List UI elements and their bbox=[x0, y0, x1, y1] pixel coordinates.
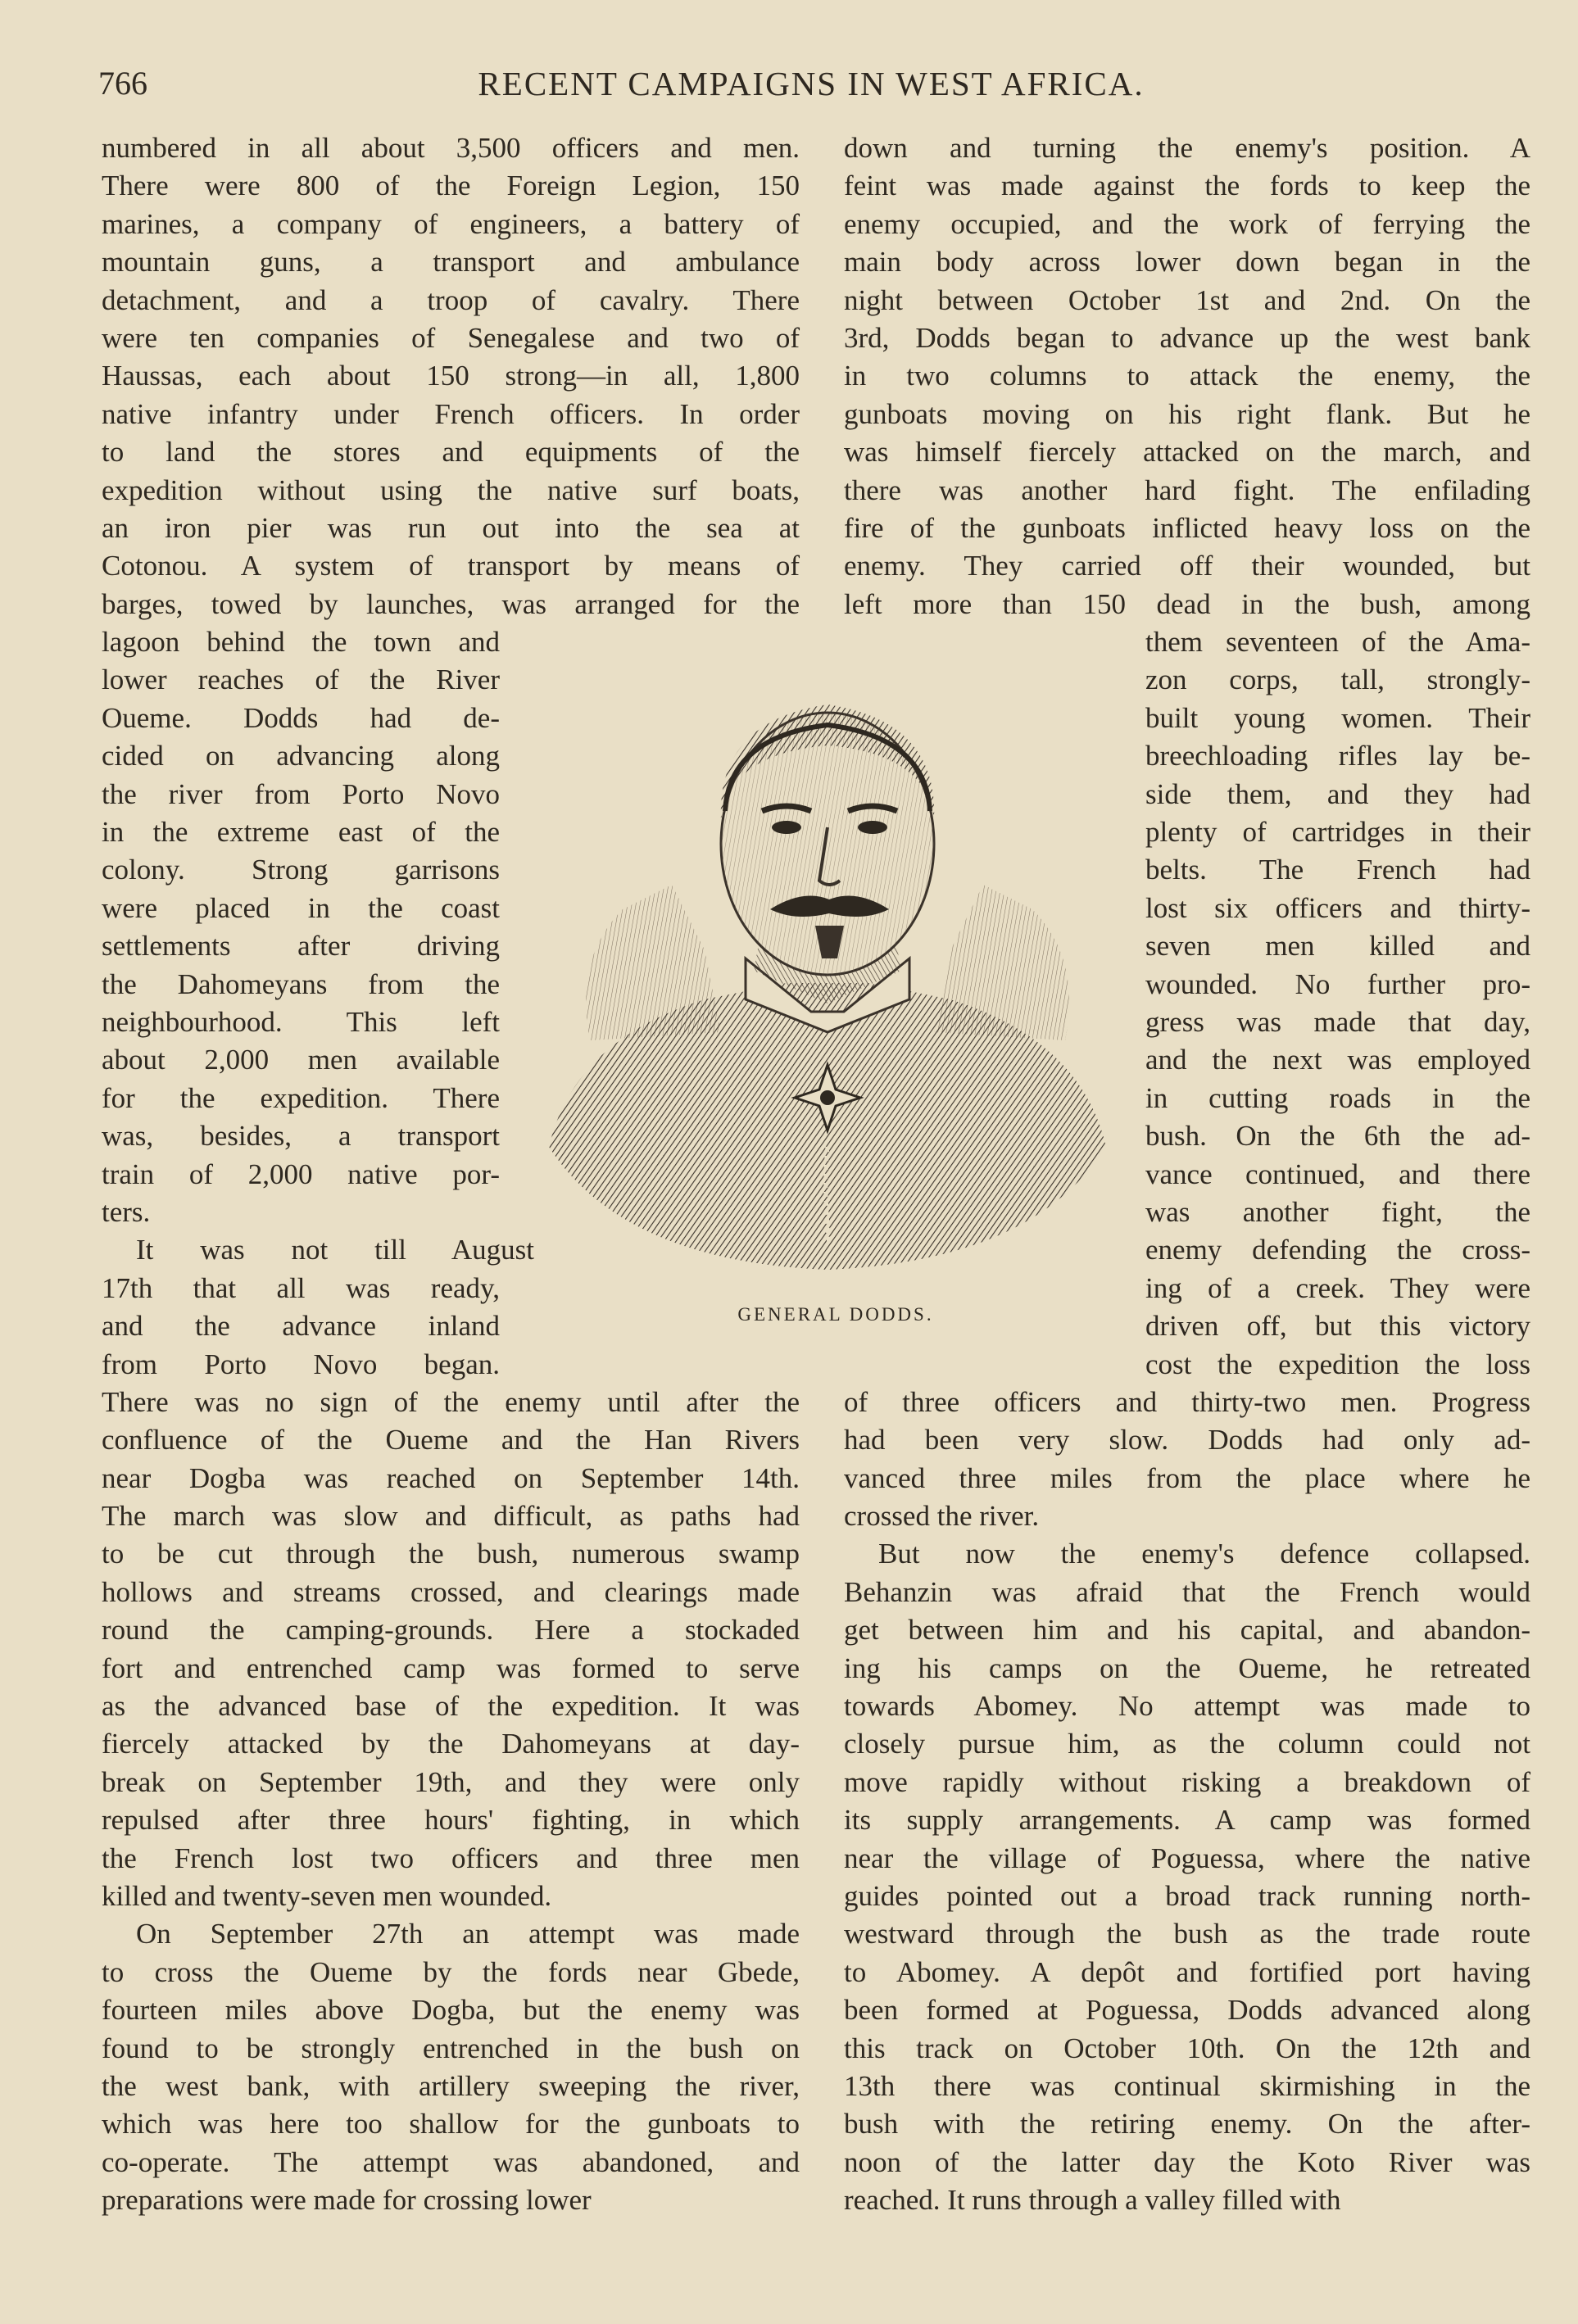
text-line: built young women. Their bbox=[1145, 701, 1530, 734]
general-dodds-portrait bbox=[541, 688, 1114, 1294]
text-line: been formed at Poguessa, Dodds advanced along bbox=[844, 1994, 1530, 2027]
text-line: There were 800 of the Foreign Legion, 150 bbox=[102, 170, 800, 202]
text-line: the Dahomeyans from the bbox=[102, 967, 500, 1000]
text-line: guides pointed out a broad track running north- bbox=[844, 1879, 1530, 1912]
text-line: which was here too shallow for the gunboats to bbox=[102, 2108, 800, 2141]
text-line: about 2,000 men available bbox=[102, 1044, 500, 1076]
text-line: Oueme. Dodds had de- bbox=[102, 701, 500, 734]
text-line: belts. The French had bbox=[1145, 854, 1530, 886]
text-line: round the camping-grounds. Here a stockaded bbox=[102, 1614, 800, 1647]
text-line: breechloading rifles lay be- bbox=[1145, 740, 1530, 772]
text-line: ing his camps on the Oueme, he retreated bbox=[844, 1651, 1530, 1684]
text-line: of three officers and thirty-two men. Progress bbox=[844, 1385, 1530, 1418]
text-line: near Dogba was reached on September 14th. bbox=[102, 1461, 800, 1494]
text-line: to cross the Oueme by the fords near Gbede, bbox=[102, 1955, 800, 1988]
text-line: gress was made that day, bbox=[1145, 1005, 1530, 1038]
text-line: to be cut through the bush, numerous swamp bbox=[102, 1538, 800, 1570]
text-line: bush. On the 6th the ad- bbox=[1145, 1120, 1530, 1153]
text-line: 17th that all was ready, bbox=[102, 1271, 500, 1304]
text-line: to land the stores and equipments of the bbox=[102, 436, 800, 469]
text-line: near the village of Poguessa, where the native bbox=[844, 1842, 1530, 1874]
text-line: mountain guns, a transport and ambulance bbox=[102, 246, 800, 279]
text-line: detachment, and a troop of cavalry. There bbox=[102, 283, 800, 316]
text-line: fort and entrenched camp was formed to serve bbox=[102, 1651, 800, 1684]
text-line: driven off, but this victory bbox=[1145, 1310, 1530, 1343]
text-line: break on September 19th, and they were only bbox=[102, 1765, 800, 1798]
text-line: neighbourhood. This left bbox=[102, 1005, 500, 1038]
text-line: as the advanced base of the expedition. It was bbox=[102, 1690, 800, 1723]
text-line: On September 27th an attempt was made bbox=[136, 1918, 800, 1950]
text-line: colony. Strong garrisons bbox=[102, 854, 500, 886]
text-line: But now the enemy's defence collapsed. bbox=[878, 1538, 1530, 1570]
running-head bbox=[98, 57, 1524, 106]
text-line: enemy defending the cross- bbox=[1145, 1234, 1530, 1266]
text-line: lower reaches of the River bbox=[102, 664, 500, 696]
text-line: settlements after driving bbox=[102, 930, 500, 963]
text-line: feint was made against the fords to keep the bbox=[844, 170, 1530, 202]
text-line: train of 2,000 native por- bbox=[102, 1157, 500, 1190]
text-line: bush with the retiring enemy. On the after- bbox=[844, 2108, 1530, 2141]
text-line: barges, towed by launches, was arranged for the bbox=[102, 587, 800, 620]
text-line: expedition without using the native surf boats, bbox=[102, 473, 800, 506]
text-line: in the extreme east of the bbox=[102, 816, 500, 849]
text-line: found to be strongly entrenched in the bush on bbox=[102, 2032, 800, 2064]
text-line: confluence of the Oueme and the Han Rivers bbox=[102, 1424, 800, 1456]
text-line: was himself fiercely attacked on the march, and bbox=[844, 436, 1530, 469]
text-line: were ten companies of Senegalese and two of bbox=[102, 321, 800, 354]
text-line: lagoon behind the town and bbox=[102, 626, 500, 659]
text-line: side them, and they had bbox=[1145, 777, 1530, 810]
portrait-engraving bbox=[541, 688, 1114, 1294]
text-line: enemy. They carried off their wounded, but bbox=[844, 550, 1530, 582]
text-line: get between him and his capital, and abandon- bbox=[844, 1614, 1530, 1647]
text-line: had been very slow. Dodds had only ad- bbox=[844, 1424, 1530, 1456]
text-line: Haussas, each about 150 strong—in all, 1,800 bbox=[102, 360, 800, 392]
text-line: an iron pier was run out into the sea at bbox=[102, 511, 800, 544]
text-line: was another fight, the bbox=[1145, 1195, 1530, 1228]
text-line: co-operate. The attempt was abandoned, and bbox=[102, 2145, 800, 2178]
text-line: crossed the river. bbox=[844, 1500, 1040, 1533]
text-line: to Abomey. A depôt and fortified port having bbox=[844, 1955, 1530, 1988]
text-line: 3rd, Dodds began to advance up the west bank bbox=[844, 321, 1530, 354]
text-line: plenty of cartridges in their bbox=[1145, 816, 1530, 849]
text-line: for the expedition. There bbox=[102, 1081, 500, 1114]
text-line: killed and twenty-seven men wounded. bbox=[102, 1879, 552, 1912]
text-line: westward through the bush as the trade route bbox=[844, 1918, 1530, 1950]
text-line: vanced three miles from the place where he bbox=[844, 1461, 1530, 1494]
text-line: in two columns to attack the enemy, the bbox=[844, 360, 1530, 392]
text-line: seven men killed and bbox=[1145, 930, 1530, 963]
text-line: fiercely attacked by the Dahomeyans at day- bbox=[102, 1728, 800, 1760]
text-line: zon corps, tall, strongly- bbox=[1145, 664, 1530, 696]
text-line: its supply arrangements. A camp was formed bbox=[844, 1804, 1530, 1837]
text-line: in cutting roads in the bbox=[1145, 1081, 1530, 1114]
text-line: closely pursue him, as the column could not bbox=[844, 1728, 1530, 1760]
text-line: there was another hard fight. The enfilading bbox=[844, 473, 1530, 506]
text-line: preparations were made for crossing lower bbox=[102, 2184, 592, 2217]
text-line: this track on October 10th. On the 12th and bbox=[844, 2032, 1530, 2064]
text-line: It was not till August bbox=[136, 1234, 534, 1266]
text-line: enemy occupied, and the work of ferrying the bbox=[844, 207, 1530, 240]
text-line: marines, a company of engineers, a battery of bbox=[102, 207, 800, 240]
text-line: the French lost two officers and three men bbox=[102, 1842, 800, 1874]
text-line: vance continued, and there bbox=[1145, 1157, 1530, 1190]
text-line: numbered in all about 3,500 officers and men. bbox=[102, 132, 800, 164]
text-line: the river from Porto Novo bbox=[102, 777, 500, 810]
text-line: The march was slow and difficult, as paths had bbox=[102, 1500, 800, 1533]
text-line: fourteen miles above Dogba, but the enemy was bbox=[102, 1994, 800, 2027]
text-line: and the advance inland bbox=[102, 1310, 500, 1343]
text-line: cost the expedition the loss bbox=[1145, 1348, 1530, 1380]
text-line: hollows and streams crossed, and clearings made bbox=[102, 1575, 800, 1608]
portrait-caption: GENERAL DODDS. bbox=[737, 1304, 934, 1325]
text-line: 13th there was continual skirmishing in the bbox=[844, 2069, 1530, 2102]
text-line: night between October 1st and 2nd. On the bbox=[844, 283, 1530, 316]
text-line: repulsed after three hours' fighting, in which bbox=[102, 1804, 800, 1837]
text-line: and the next was employed bbox=[1145, 1044, 1530, 1076]
text-line: ters. bbox=[102, 1195, 151, 1228]
text-line: reached. It runs through a valley filled with bbox=[844, 2184, 1341, 2217]
text-line: main body across lower down began in the bbox=[844, 246, 1530, 279]
text-line: Behanzin was afraid that the French would bbox=[844, 1575, 1530, 1608]
text-line: Cotonou. A system of transport by means of bbox=[102, 550, 800, 582]
text-line: cided on advancing along bbox=[102, 740, 500, 772]
text-line: towards Abomey. No attempt was made to bbox=[844, 1690, 1530, 1723]
text-line: There was no sign of the enemy until after the bbox=[102, 1385, 800, 1418]
page-number: 766 bbox=[98, 65, 147, 102]
text-line: fire of the gunboats inflicted heavy loss on the bbox=[844, 511, 1530, 544]
text-line: lost six officers and thirty- bbox=[1145, 891, 1530, 924]
text-line: wounded. No further pro- bbox=[1145, 967, 1530, 1000]
text-line: them seventeen of the Ama- bbox=[1145, 626, 1530, 659]
text-line: down and turning the enemy's position. A bbox=[844, 132, 1530, 164]
text-line: ing of a creek. They were bbox=[1145, 1271, 1530, 1304]
text-line: left more than 150 dead in the bush, among bbox=[844, 587, 1530, 620]
text-line: noon of the latter day the Koto River was bbox=[844, 2145, 1530, 2178]
running-title: RECENT CAMPAIGNS IN WEST AFRICA. bbox=[478, 65, 1145, 102]
text-line: was, besides, a transport bbox=[102, 1120, 500, 1153]
text-line: were placed in the coast bbox=[102, 891, 500, 924]
text-line: the west bank, with artillery sweeping the river, bbox=[102, 2069, 800, 2102]
text-line: move rapidly without risking a breakdown of bbox=[844, 1765, 1530, 1798]
text-line: native infantry under French officers. In order bbox=[102, 397, 800, 430]
text-line: from Porto Novo began. bbox=[102, 1348, 500, 1380]
text-line: gunboats moving on his right flank. But he bbox=[844, 397, 1530, 430]
